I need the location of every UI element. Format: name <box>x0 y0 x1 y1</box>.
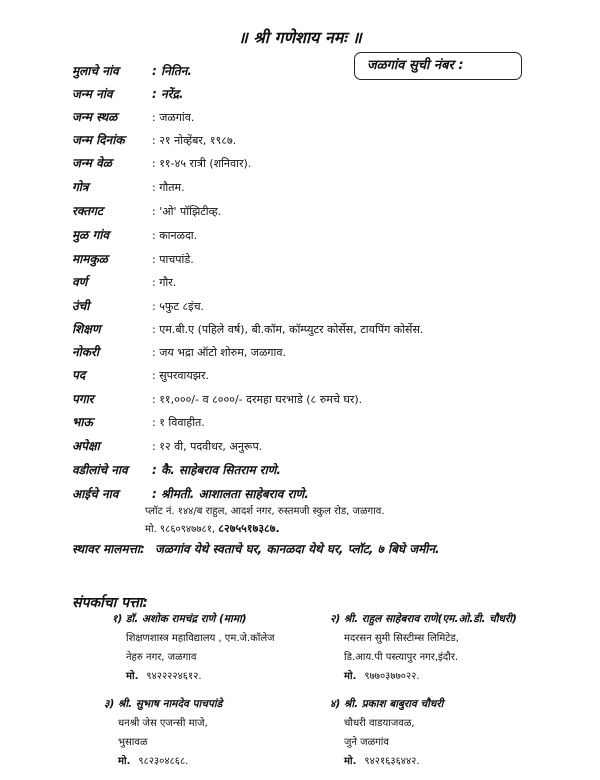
contact-line: धनश्री जेस एजन्सी माजे, <box>118 718 208 729</box>
field-value: : कै. साहेबराव सितराम राणे. <box>152 463 281 477</box>
field-label: आईचे नाव <box>72 487 119 501</box>
field-label: वर्ण <box>72 275 88 289</box>
field-value: : १ विवाहीत. <box>152 416 205 429</box>
page-title: ॥ श्री गणेशाय नमः ॥ <box>238 28 362 47</box>
field-value: : २१ नोव्हेंबर, १९८७. <box>152 134 237 147</box>
contact-mobile: मो. ९४२२२२४६१२. <box>126 671 202 682</box>
field-label: पगार <box>72 392 94 406</box>
contact-name: ४) श्री. प्रकाश बाबुराव चौधरी <box>330 698 444 710</box>
address-line: प्लॉट नं. १४४/ब राहुल, आदर्श नगर, रुस्तमजी स्कुल रोड, जळगाव. <box>145 506 385 517</box>
field-row <box>72 178 185 196</box>
field-row <box>72 131 236 149</box>
field-row <box>72 320 423 338</box>
contact-line: जुने जळगांव <box>344 737 389 748</box>
field-row <box>72 250 194 268</box>
field-label: भाऊ <box>72 415 93 429</box>
field-label: जन्म वेळ <box>72 156 112 170</box>
field-label: मुळ गांव <box>72 228 110 242</box>
field-value: : गौर. <box>152 276 177 289</box>
contact-name: २) श्री. राहुल साहेबराव राणे(एम.ओ.डी. चौधरी) <box>330 613 517 625</box>
field-label: उंची <box>72 299 90 313</box>
field-row <box>72 413 205 431</box>
field-value: : 'ओ' पॉझिटीव्ह. <box>152 205 222 218</box>
contact-card <box>112 610 275 686</box>
field-label: नोकरी <box>72 345 100 359</box>
field-label: अपेक्षा <box>72 439 100 453</box>
field-row <box>72 62 192 80</box>
field-label: जन्म दिनांक <box>72 133 125 147</box>
phone-bold: ८२७५५१७३८७. <box>218 522 280 535</box>
contact-mobile: मो. ९८२३०४८६८. <box>118 756 189 767</box>
field-value: : एम.बी.ए (पहिले वर्ष), बी.कॉम, कॉम्प्युटर कोर्सेस, टायपिंग कोर्सेस. <box>152 323 424 336</box>
field-row <box>72 461 281 479</box>
contact-line: शिक्षणशास्त्र महाविद्यालय , एम.जे.कॉलेज <box>126 633 275 644</box>
field-row <box>72 202 221 220</box>
field-label: पद <box>72 368 86 382</box>
field-row <box>72 297 204 315</box>
field-value: : १२ वी, पदवीधर, अनुरूप. <box>152 440 263 453</box>
field-row <box>72 226 197 244</box>
contact-line: भुसावळ <box>118 737 148 748</box>
contact-name: ३) श्री. सुभाष नामदेव पाचपांडे <box>104 698 223 710</box>
field-label: मामकुळ <box>72 252 108 266</box>
field-row <box>72 85 183 103</box>
field-value: : जय भद्रा ऑटो शोरुम, जळगाव. <box>152 346 286 359</box>
contact-mobile: मो. ९७७०३७७०२२. <box>344 671 420 682</box>
reference-box: जळगांव सुची नंबर : <box>354 52 522 80</box>
property-row <box>72 540 440 557</box>
contact-line: मदरसन सुमी सिस्टीम्स लिमिटेड, <box>344 633 459 644</box>
property-value: जळगांव येथे स्वताचे घर, कानळदा येथे घर, प्लॉट, ७ बिघे जमीन. <box>154 542 440 556</box>
field-row <box>72 437 262 455</box>
field-value: : ११-४५ रात्री (शनिवार). <box>152 157 252 170</box>
field-row <box>72 366 209 384</box>
field-label: रक्तगट <box>72 204 103 218</box>
field-label: जन्म स्थळ <box>72 110 118 124</box>
contact-name: १) डॉ. अशोक रामचंद्र राणे (मामा) <box>112 613 247 625</box>
field-row <box>72 154 251 172</box>
contact-card <box>330 610 517 686</box>
field-label: मुलाचे नांव <box>72 64 119 78</box>
field-row <box>72 108 194 126</box>
field-value: : सुपरवायझर. <box>152 369 210 382</box>
field-row <box>72 343 286 361</box>
contact-card <box>104 695 222 771</box>
property-label: स्थावर मालमत्ता: <box>72 542 145 556</box>
field-value: : ५फुट ८इंच. <box>152 300 205 313</box>
phone-prefix: मो. ९८६०९४७७८१, <box>145 524 219 535</box>
contact-line: नेहरु नगर, जळगाव <box>126 652 197 663</box>
field-value: : श्रीमती. आशालता साहेबराव राणे. <box>152 487 309 501</box>
field-label: गोत्र <box>72 180 89 194</box>
field-value: : जळगांव. <box>152 111 195 124</box>
field-label: शिक्षण <box>72 322 101 336</box>
contact-line: चौधरी वाडयाजवळ, <box>344 718 415 729</box>
field-value: : कानळदा. <box>152 229 198 242</box>
contact-mobile: मो. ९४२१६३६४४२. <box>344 756 420 767</box>
contact-line: डि.आय.पी पस्त्यापुर नगर,इंदौर. <box>344 652 459 663</box>
field-row <box>72 390 362 408</box>
field-value: : गौतम. <box>152 181 185 194</box>
field-value: : नितिन. <box>152 64 192 78</box>
field-value: : नरेंद्र. <box>152 87 184 101</box>
field-value: : ११,०००/- व ८०००/- दरमहा घरभाडे (८ रुमचे घर). <box>152 393 363 406</box>
field-value: : पाचपांडे. <box>152 253 194 266</box>
field-row <box>72 273 176 291</box>
contact-card <box>330 695 443 771</box>
field-row <box>72 485 309 503</box>
field-label: वडीलांचे नाव <box>72 463 128 477</box>
field-label: जन्म नांव <box>72 87 113 101</box>
phone-line <box>145 521 280 536</box>
contacts-title: संपर्काचा पत्ता: <box>72 595 149 611</box>
